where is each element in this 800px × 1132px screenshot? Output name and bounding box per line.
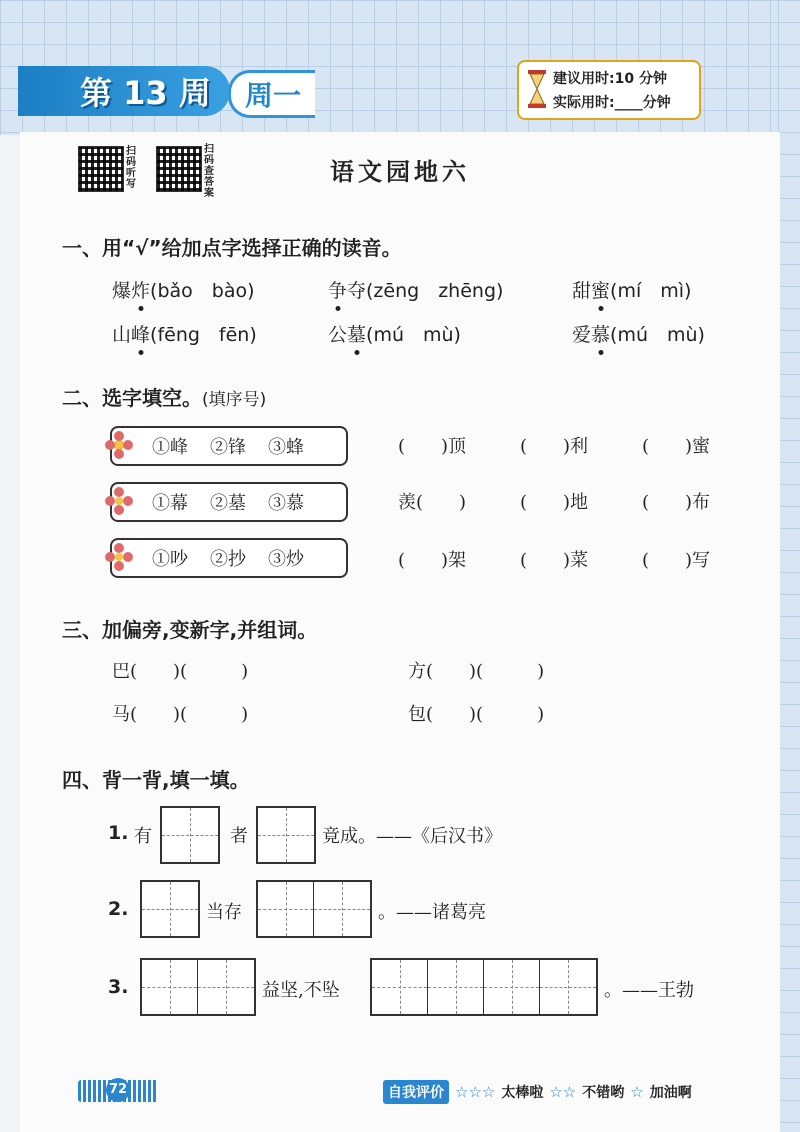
line-number: 3. (108, 976, 129, 998)
flower-icon (104, 486, 134, 516)
options-box (110, 482, 348, 522)
line-text: 。——王勃 (604, 980, 694, 1001)
self-evaluation (383, 1080, 692, 1104)
hourglass-icon (527, 70, 547, 108)
pinyin-item: 山峰(fēng fēn) (112, 320, 257, 347)
pinyin-item: 爆炸(bǎo bào) (112, 276, 255, 303)
line-text: 有 (134, 826, 152, 847)
week-tab: 第 13 周 (18, 66, 230, 116)
tianzige-box[interactable] (140, 880, 200, 938)
fill-blank[interactable]: ( )架 (398, 550, 467, 571)
pinyin-item: 争夺(zēng zhēng) (328, 276, 503, 303)
tianzige-box[interactable] (256, 806, 316, 864)
fill-blank[interactable]: ( )地 (520, 492, 589, 513)
option: ①吵 (152, 549, 188, 570)
line-text: 者 (230, 826, 248, 847)
fill-blank[interactable]: ( )蜜 (642, 436, 711, 457)
fill-blank[interactable]: 羡( ) (398, 492, 467, 513)
eval-option-3: 加油啊 (649, 1085, 692, 1101)
option: ②锋 (210, 437, 246, 458)
pinyin-item: 公墓(mú mù) (328, 320, 461, 347)
option: ①幕 (152, 493, 188, 514)
line-text: 。——诸葛亮 (378, 902, 486, 923)
option: ②墓 (210, 493, 246, 514)
flower-icon (104, 542, 134, 572)
pinyin-item: 甜蜜(mí mì) (572, 276, 691, 303)
page-title: 语文园地六 (330, 157, 470, 186)
options-box (110, 426, 348, 466)
section2-heading: 二、选字填空。(填序号) (62, 386, 267, 410)
suggest-time: 建议用时:10 分钟 (553, 71, 667, 87)
option: ②抄 (210, 549, 246, 570)
options-box (110, 538, 348, 578)
tianzige-box[interactable] (256, 880, 372, 938)
star-icon[interactable]: ☆☆ (549, 1083, 577, 1101)
pinyin-item: 爱慕(mú mù) (572, 320, 705, 347)
fill-blank[interactable]: ( )布 (642, 492, 711, 513)
option: ③蜂 (268, 437, 304, 458)
option: ①峰 (152, 437, 188, 458)
fill-blank[interactable]: ( )顶 (398, 436, 467, 457)
section1-heading: 一、用“√”给加点字选择正确的读音。 (62, 236, 402, 260)
line-text: 当存 (206, 902, 242, 923)
eval-option-1: 太棒啦 (501, 1085, 544, 1101)
tianzige-box[interactable] (160, 806, 220, 864)
option: ③炒 (268, 549, 304, 570)
line-text: 益坚,不坠 (262, 980, 340, 1001)
radical-item[interactable]: 方( )( ) (408, 661, 545, 682)
section4-heading: 四、背一背,填一填。 (62, 768, 250, 792)
page-number: 72 (106, 1078, 130, 1102)
qr-label-answers: 扫码查答案 (204, 144, 214, 199)
eval-label: 自我评价 (383, 1080, 449, 1104)
eval-option-2: 不错哟 (582, 1085, 625, 1101)
star-icon[interactable]: ☆☆☆ (455, 1083, 496, 1101)
radical-item[interactable]: 巴( )( ) (112, 661, 249, 682)
line-text: 竟成。——《后汉书》 (322, 826, 502, 847)
radical-item[interactable]: 马( )( ) (112, 704, 249, 725)
tianzige-box[interactable] (370, 958, 598, 1016)
tianzige-box[interactable] (140, 958, 256, 1016)
actual-time: 实际用时:____分钟 (553, 95, 671, 111)
radical-item[interactable]: 包( )( ) (408, 704, 545, 725)
line-number: 2. (108, 898, 129, 920)
day-tab: 周一 (228, 70, 315, 118)
line-number: 1. (108, 822, 129, 844)
star-icon[interactable]: ☆ (630, 1083, 644, 1101)
option: ③慕 (268, 493, 304, 514)
section3-heading: 三、加偏旁,变新字,并组词。 (62, 618, 318, 642)
time-box (517, 60, 701, 120)
qr-label-dictation: 扫码听写 (126, 146, 136, 190)
fill-blank[interactable]: ( )菜 (520, 550, 589, 571)
fill-blank[interactable]: ( )利 (520, 436, 589, 457)
fill-blank[interactable]: ( )写 (642, 550, 711, 571)
flower-icon (104, 430, 134, 460)
page-number-badge (78, 1080, 158, 1102)
